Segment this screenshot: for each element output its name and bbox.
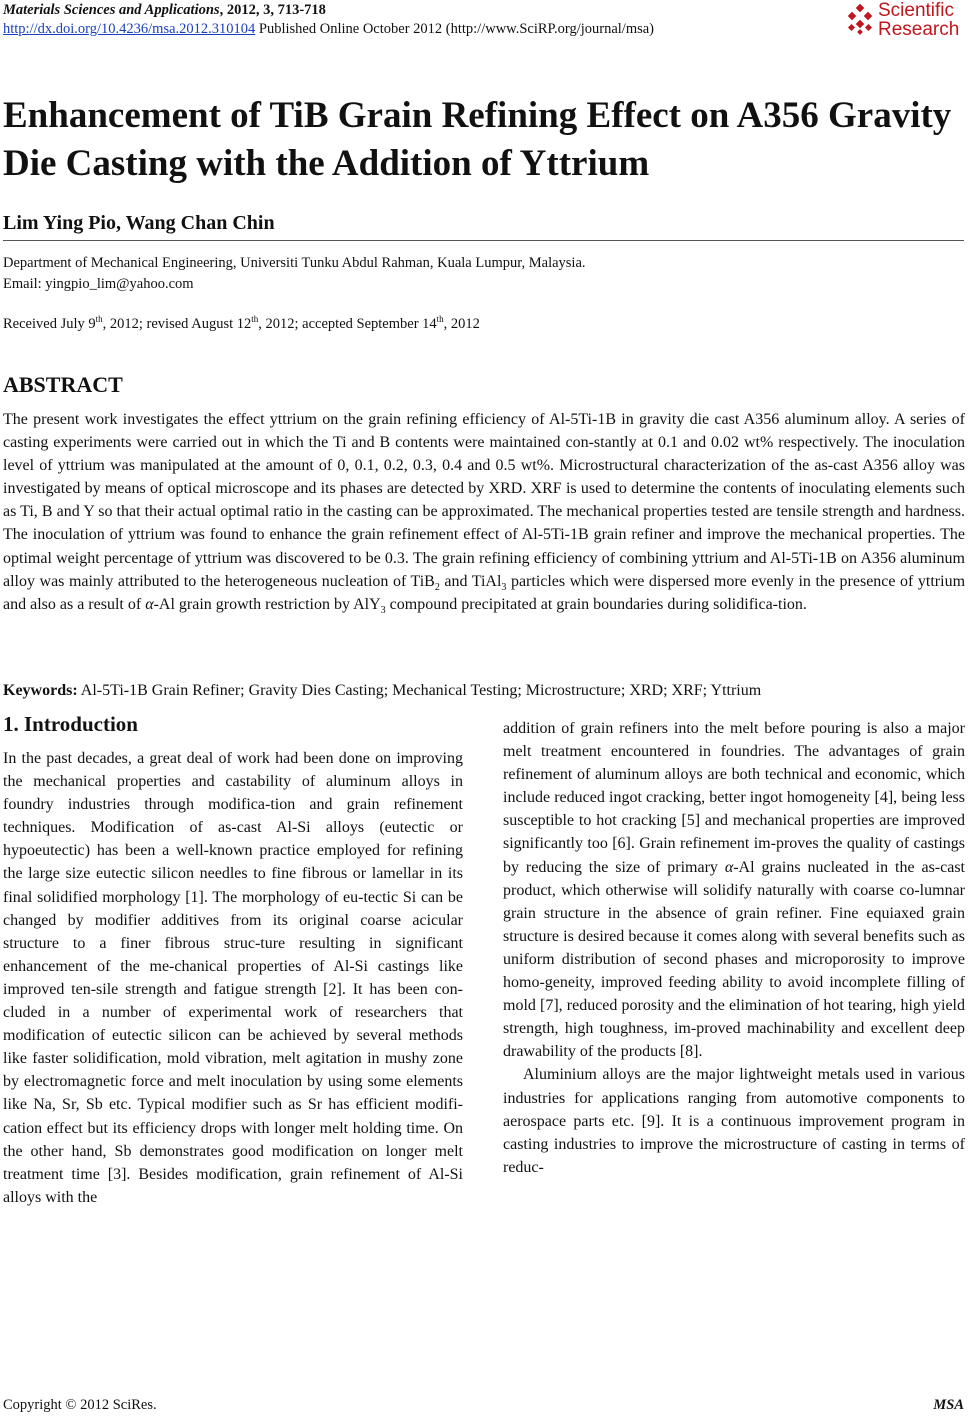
- volume-info: 2012, 3, 713-718: [226, 2, 326, 18]
- paper-title: Enhancement of TiB Grain Refining Effect on A356 Gravity Die Casting with the Addition of Yttrium: [3, 95, 952, 184]
- abstract-body: The present work investigates the effect yttrium on the grain refining efficiency of Al-5Ti-1B in gravity die cast A356 aluminum alloy. A series of casting experiments were carried out in which the Ti and B contents were maintained con-stantly at 0.1 and 0.02 wt% respectively. The inoculation level of yttrium was manipulated at the amount of 0, 0.1, 0.2, 0.3, 0.4 and 0.5 wt%. Microstructural characterization of the as-cast A356 alloy was investigated by means of optical microscope and its phases are detected by XRD. XRF is used to determine the contents of inoculating elements such as Ti, B and Y so that their actual optimal ratio in the casting can be approximated. The mechanical properties tested are tensile strength and hardness. The inoculation of yttrium was found to enhance the grain refinement effect of Al-5Ti-1B grain refiner and improve the mechanical properties. The optimal weight percentage of yttrium was discovered to be 0.3. The grain refining efficiency of combining yttrium and Al-5Ti-1B on A356 aluminum alloy was mainly attributed to the heterogeneous nucleation of TiB$_2$ and TiAl$_3$ particles which were dispersed more evenly in the presence of yttrium and also as a result of α-Al grain growth restriction by AlY$_3$ compound precipitated at grain boundaries during solidifica-tion.: [3, 411, 966, 616]
- doi-link[interactable]: http://dx.doi.org/10.4236/msa.2012.310104: [3, 21, 256, 37]
- email: Email: yingpio_lim@yahoo.com: [3, 276, 194, 292]
- intro-paragraph-1: In the past decades, a great deal of work had been done on improving the mechanical properties and castability of aluminum alloys in foundry industries through modifica-tion and grain refinement techniques. Modification of as-cast Al-Si alloys (eutectic or hypoeutectic) has been a well-known practice employed for refining the large size eutectic silicon needles to fine fibrous or lamellar in its final solidified morphology [1]. The morphology of eu-tectic Si can be changed by modifier additives from its original coarse acicular structure to a finer fibrous struc-ture resulting in significant enhancement of the me-chanical properties of Al-Si castings like improved ten-sile strength and fatigue strength [2]. It has been con-cluded in a number of experimental work of researchers that modification of eutectic silicon can be achieved by several methods like faster solidification, mold vibration, melt agitation in mushy zone by electromagnetic force and melt inoculation by using some elements like Na, Sr, Sb etc. Typical modifier such as Sr has efficient modifi-cation effect but its efficiency drops with longer melt holding time. On the other hand, Sb demonstrates good modification on longer melt treatment time [3]. Besides modification, grain refinement of Al-Si alloys with the: [3, 750, 463, 1206]
- keywords-label: Keywords:: [3, 682, 78, 699]
- journal-header: Materials Sciences and Applications, 2012, 3, 713-718: [3, 2, 326, 18]
- right-column: [503, 717, 965, 1179]
- abstract-heading: ABSTRACT: [3, 372, 123, 397]
- section-heading-introduction: 1. Introduction: [3, 712, 138, 736]
- received-dates: Received July 9th, 2012; revised August 12th, 2012; accepted September 14th, 2012: [3, 314, 480, 332]
- intro-paragraph-1-cont: addition of grain refiners into the melt before pouring is also a major melt treatment encountered in foundries. The advantages of grain refinement of aluminum alloys are both technical and economic, which include reduced ingot cracking, better ingot homogeneity [4], being less susceptible to hot cracking [5] and mechanical properties are improved significantly too [6]. Grain refinement im-proves the quality of castings by reducing the size of primary α-Al grains nucleated in the as-cast product, which otherwise will solidify naturally with coarse co-lumnar grain structure in the absence of grain refiner. Fine equiaxed grain structure is desired because it comes along with several benefits such as uniform distribution of second phases and microporosity to improve homo-geneity, improved feeding ability to avoid incomplete filling of mold [7], reduced porosity and the elimination of hot tearing, high yield strength, high toughness, im-proved machinability and excellent deep drawability of the products [8].: [503, 720, 965, 1061]
- affiliation: Department of Mechanical Engineering, Universiti Tunku Abdul Rahman, Kuala Lumpur, Malaysia.: [3, 255, 586, 271]
- footer-copyright: Copyright © 2012 SciRes.: [3, 1397, 157, 1413]
- authors: Lim Ying Pio, Wang Chan Chin: [3, 212, 275, 234]
- logo-text-line1: Scientific: [878, 0, 955, 21]
- title-divider: [3, 240, 964, 241]
- left-column: [3, 747, 463, 1209]
- published-info: Published Online October 2012 (http://www.SciRP.org/journal/msa): [258, 21, 655, 37]
- keywords-list: Al-5Ti-1B Grain Refiner; Gravity Dies Casting; Mechanical Testing; Microstructure; XRD; XRF; Yttrium: [77, 682, 762, 699]
- scientific-research-logo-icon: [844, 4, 876, 36]
- footer-journal-abbr: MSA: [933, 1397, 964, 1413]
- doi-line: [3, 21, 654, 38]
- keywords: [3, 682, 761, 700]
- journal-name: Materials Sciences and Applications: [3, 2, 220, 18]
- logo-text-line2: Research: [878, 19, 960, 40]
- publisher-logo: [844, 2, 962, 40]
- intro-paragraph-2: Aluminium alloys are the major lightweight metals used in various industries for applications ranging from automotive components to aerospace parts etc. [9]. It is a continuous improvement program in casting industries to improve the microstructure of casting in terms of reduc-: [503, 1066, 965, 1176]
